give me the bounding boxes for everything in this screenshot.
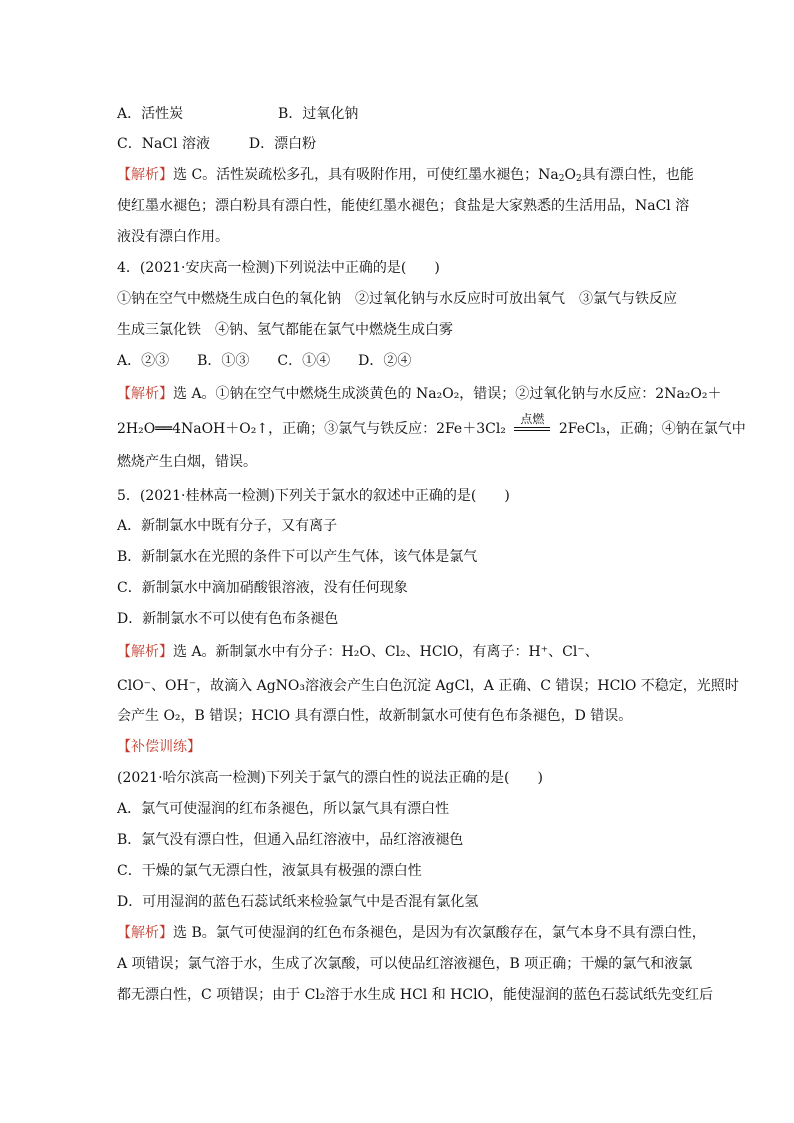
q5-option-b: B．新制氯水在光照的条件下可以产生气体，该气体是氯气 — [117, 549, 478, 565]
q4-options: A．②③ B．①③ C．①④ D．②④ — [117, 353, 412, 369]
q4-analysis-text: 选 A。①钠在空气中燃烧生成淡黄色的 Na₂O₂，错误；②过氧化钠与水反应：2Na₂O₂＋ — [173, 386, 722, 402]
q4-analysis-text: 2H₂O══4NaOH＋O₂↑，正确；③氯气与铁反应：2Fe＋3Cl₂ — [117, 421, 506, 437]
extra-option-c: C．干燥的氯气无漂白性，液氯具有极强的漂白性 — [117, 863, 422, 879]
extra-heading: 【补偿训练】 — [117, 739, 201, 755]
subscript: 2 — [575, 174, 582, 184]
q3-option-row-2 — [117, 134, 316, 154]
q4-analysis-line-1 — [117, 384, 722, 404]
extra-option-b: B．氯气没有漂白性，但通入品红溶液中，品红溶液褪色 — [117, 832, 464, 848]
q5-analysis-text: 选 A。新制氯水中有分子：H₂O、Cl₂、HClO，有离子：H⁺、Cl⁻、 — [173, 644, 599, 660]
q5-analysis-line-3: 会产生 O₂，B 错误；HClO 具有漂白性，故新制氯水可使有色布条褪色，D 错误。 — [117, 708, 633, 724]
q5-option-a: A．新制氯水中既有分子，又有离子 — [117, 518, 338, 534]
q5-option-c: C．新制氯水中滴加硝酸银溶液，没有任何现象 — [117, 580, 408, 596]
q4-analysis-line-3: 燃烧产生白烟，错误。 — [117, 454, 257, 470]
q5-analysis-line-1 — [117, 642, 599, 662]
q5-stem: 5．(2021·桂林高一检测)下列关于氯水的叙述中正确的是( ) — [117, 488, 510, 504]
q3-option-row-1 — [117, 104, 358, 124]
q4-analysis-text: 2FeCl₃，正确；④钠在氯气中 — [558, 421, 746, 437]
analysis-tag: 【解析】 — [117, 386, 173, 402]
analysis-tag: 【解析】 — [117, 167, 173, 183]
q4-stem: 4．(2021·安庆高一检测)下列说法中正确的是( ) — [117, 260, 440, 276]
extra-stem: (2021·哈尔滨高一检测)下列关于氯气的漂白性的说法正确的是( ) — [117, 770, 543, 786]
extra-analysis-line-2: A 项错误；氯气溶于水，生成了次氯酸，可以使品红溶液褪色，B 项正确；干燥的氯气和液氯 — [117, 956, 693, 972]
extra-option-d: D．可用湿润的蓝色石蕊试纸来检验氯气中是否混有氯化氢 — [117, 894, 479, 910]
condition-label: 点燃 — [520, 412, 545, 426]
extra-option-a: A．氯气可使湿润的红布条褪色，所以氯气具有漂白性 — [117, 801, 450, 817]
subscript: 2 — [558, 174, 565, 184]
q3-option-c: C．NaCl 溶液 — [117, 136, 210, 152]
extra-analysis-line-1 — [117, 923, 706, 943]
extra-analysis-text: 选 B。氯气可使湿润的红色布条褪色，是因为有次氯酸存在，氯气本身不具有漂白性， — [173, 925, 706, 941]
q3-analysis-line-1 — [117, 165, 694, 189]
formula-part: O — [564, 167, 576, 183]
q3-option-b: B．过氧化钠 — [278, 106, 359, 122]
q5-analysis-line-2: ClO⁻、OH⁻，故滴入 AgNO₃溶液会产生白色沉淀 AgCl，A 正确、C 错误；HClO 不稳定，光照时 — [117, 678, 739, 694]
q4-statement-line-1: ①钠在空气中燃烧生成白色的氧化钠 ②过氧化钠与水反应时可放出氧气 ③氯气与铁反应 — [117, 291, 677, 307]
analysis-tag: 【解析】 — [117, 644, 173, 660]
extra-analysis-line-3: 都无漂白性，C 项错误；由于 Cl₂溶于水生成 HCl 和 HClO，能使湿润的蓝色石蕊试纸先变红后 — [117, 987, 714, 1003]
q3-option-d: D．漂白粉 — [248, 136, 317, 152]
q3-option-a: A．活性炭 — [117, 106, 184, 122]
reaction-condition — [510, 412, 554, 439]
q3-analysis-line-2: 使红墨水褪色；漂白粉具有漂白性，能使红墨水褪色；食盐是大家熟悉的生活用品，NaCl 溶 — [117, 198, 690, 214]
analysis-tag: 【解析】 — [117, 925, 173, 941]
q5-option-d: D．新制氯水不可以使有色布条褪色 — [117, 611, 339, 627]
equals-sign — [514, 427, 550, 431]
q3-analysis-text: 具有漂白性，也能 — [581, 167, 694, 183]
q3-analysis-text: 选 C。活性炭疏松多孔，具有吸附作用，可使红墨水褪色；Na — [173, 167, 559, 183]
q3-analysis-line-3: 液没有漂白作用。 — [117, 229, 229, 245]
q4-analysis-line-2 — [117, 412, 746, 439]
q4-statement-line-2: 生成三氯化铁 ④钠、氢气都能在氯气中燃烧生成白雾 — [117, 322, 453, 338]
